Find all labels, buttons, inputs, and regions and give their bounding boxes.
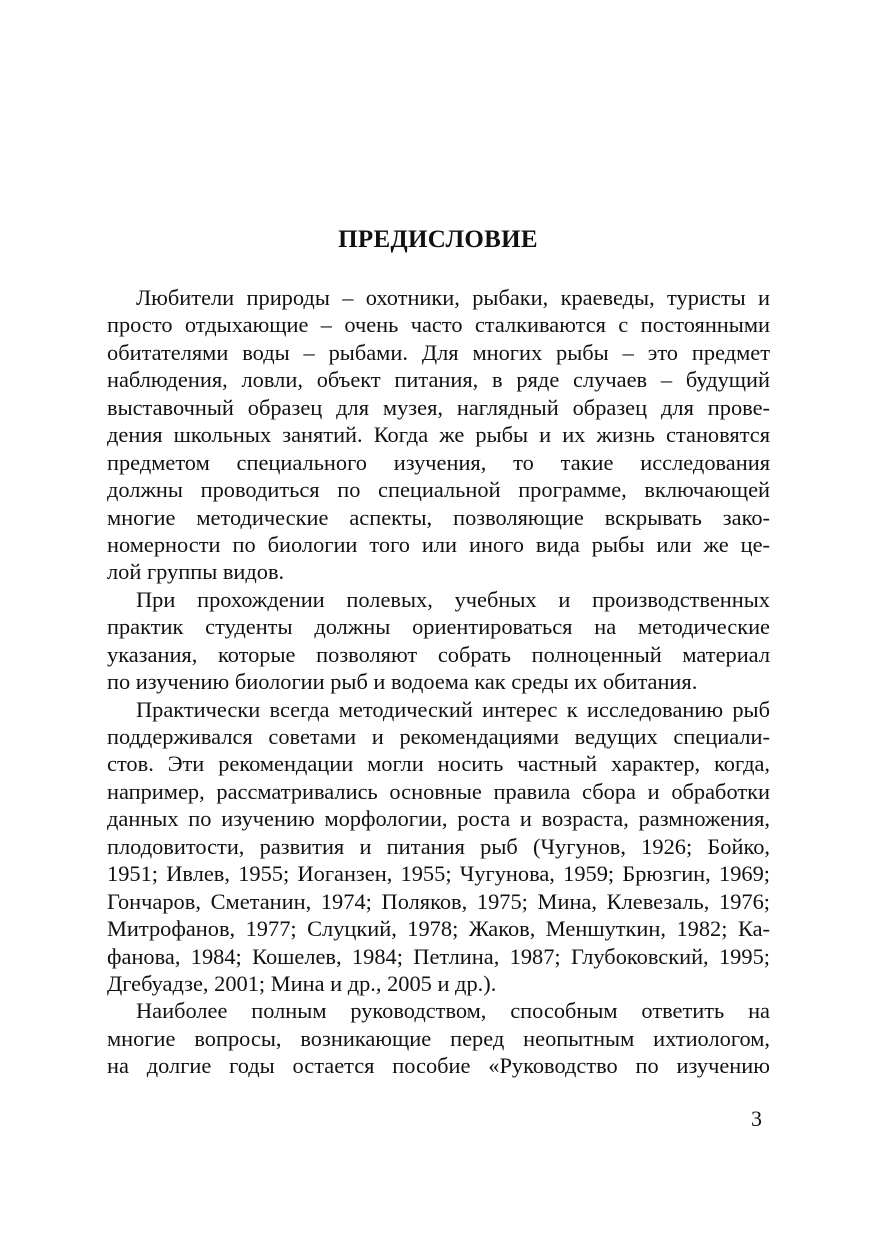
text-line: номерности по биологии того или иного вида рыбы или же це- <box>107 531 770 557</box>
body-text <box>107 284 770 1080</box>
text-line: 1951; Ивлев, 1955; Иоганзен, 1955; Чугунова, 1959; Брюзгин, 1969; <box>107 861 770 887</box>
text-line: практик студенты должны ориентироваться на методические <box>107 614 770 640</box>
paragraph-1 <box>107 284 770 586</box>
text-line: просто отдыхающие – очень часто сталкиваются с постоянными <box>107 312 770 338</box>
text-line: по изучению биологии рыб и водоема как среды их обитания. <box>107 669 698 695</box>
text-line: наблюдения, ловли, объект питания, в ряде случаев – будущий <box>107 367 770 393</box>
text-line: Любители природы – охотники, рыбаки, краеведы, туристы и <box>136 285 770 310</box>
text-line: на долгие годы остается пособие «Руководство по изучению <box>107 1053 770 1079</box>
text-line: должны проводиться по специальной программе, включающей <box>107 477 770 503</box>
text-line: поддерживался советами и рекомендациями ведущих специали- <box>107 724 770 749</box>
text-line: Дгебуадзе, 2001; Мина и др., 2005 и др.). <box>107 970 497 996</box>
text-line: многие вопросы, возникающие перед неопытным ихтиологом, <box>107 1025 770 1051</box>
page-title: ПРЕДИСЛОВИЕ <box>338 226 538 253</box>
text-line: лой группы видов. <box>107 559 285 585</box>
text-line: предметом специального изучения, то такие исследования <box>107 449 770 475</box>
text-line: При прохождении полевых, учебных и производственных <box>136 586 770 612</box>
text-line: плодовитости, развития и питания рыб (Чугунов, 1926; Бойко, <box>107 833 770 859</box>
paragraph-3 <box>107 696 770 998</box>
text-line: стов. Эти рекомендации могли носить частный характер, когда, <box>107 751 770 777</box>
paragraph-2 <box>107 586 770 696</box>
text-line: Наиболее полным руководством, способным ответить на <box>136 998 770 1024</box>
text-line: фанова, 1984; Кошелев, 1984; Петлина, 1987; Глубоковский, 1995; <box>107 943 770 969</box>
paragraph-4 <box>107 997 770 1079</box>
text-line: многие методические аспекты, позволяющие вскрывать зако- <box>107 504 770 530</box>
text-line: выставочный образец для музея, наглядный образец для прове- <box>107 394 770 420</box>
text-line: например, рассматривались основные правила сбора и обработки <box>107 778 770 804</box>
text-line: Гончаров, Сметанин, 1974; Поляков, 1975; Мина, Клевезаль, 1976; <box>107 888 770 914</box>
text-line: дения школьных занятий. Когда же рыбы и их жизнь становятся <box>107 422 770 448</box>
text-line: Митрофанов, 1977; Слуцкий, 1978; Жаков, Меншуткин, 1982; Ка- <box>107 916 770 942</box>
page-number: 3 <box>751 1106 762 1131</box>
text-line: данных по изучению морфологии, роста и возраста, размножения, <box>107 806 770 832</box>
text-line: указания, которые позволяют собрать полноценный материал <box>107 641 770 667</box>
text-line: Практически всегда методический интерес к исследованию рыб <box>136 696 770 722</box>
text-line: обитателями воды – рыбами. Для многих рыбы – это предмет <box>107 339 770 365</box>
